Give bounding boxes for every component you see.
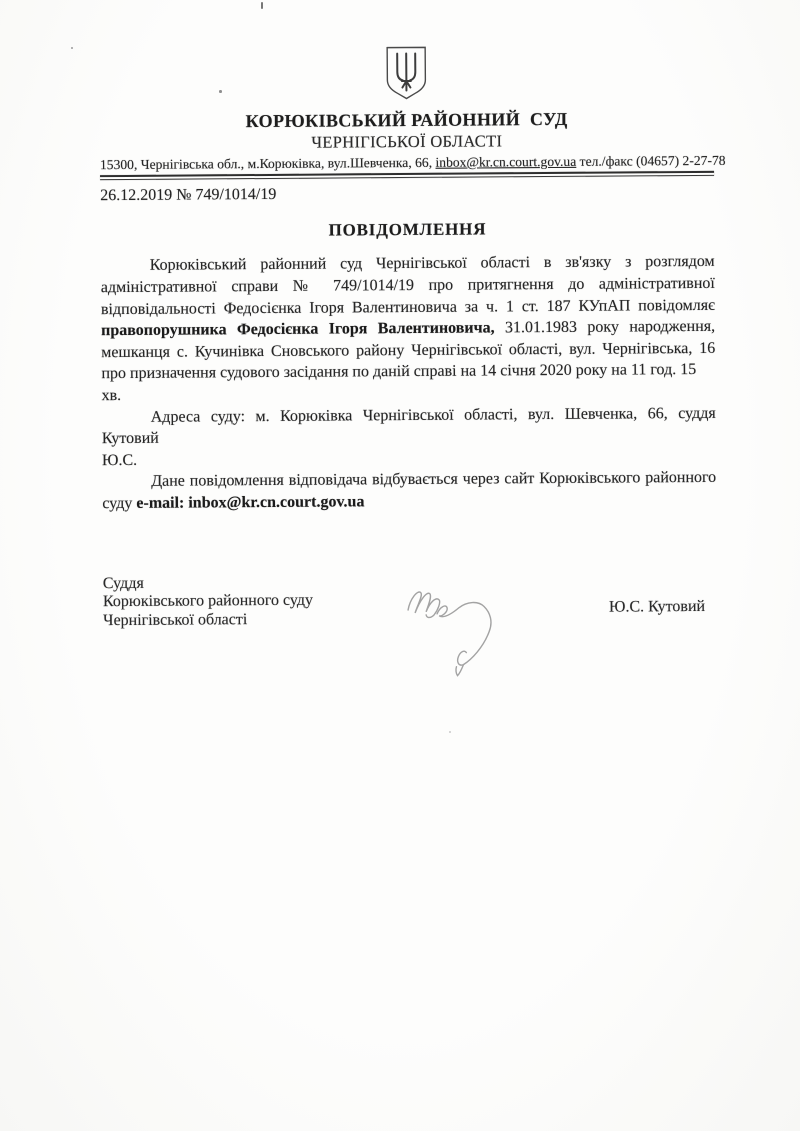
court-region: ЧЕРНІГІСЬКОЇ ОБЛАСТІ — [311, 131, 503, 152]
body-text: Дане повідомлення відповідача відбувається через сайт Корюківського районного — [151, 469, 717, 491]
document-title: ПОВІДОМЛЕННЯ — [328, 219, 487, 240]
paragraphs — [101, 251, 717, 514]
ukraine-trident-emblem-icon — [383, 45, 429, 101]
body-text: адміністративної справи № 749/1014/19 про притягнення до адміністративної — [100, 274, 715, 297]
scan-speck — [71, 47, 73, 49]
address-text: 15300, Чернігівська обл., м.Корюківка, вул.Шевченка, 66, — [99, 154, 436, 173]
court-address-line — [99, 152, 726, 173]
document-line — [102, 489, 716, 515]
body-text: 31.01.1983 року народження, — [494, 318, 716, 337]
emphasized-text: правопорушника Федосієнка Ігоря Валентиновича, — [101, 319, 495, 340]
signer-position-line: Чернігівської області — [103, 611, 248, 630]
signer-position-line: Корюківського районного суду — [102, 591, 314, 611]
body-text: відповідальності Федосієнка Ігоря Валентиновича за ч. 1 ст. 187 КУпАП повідомляє — [100, 296, 716, 318]
signer-name: Ю.С. Кутовий — [608, 597, 706, 616]
signer-position-line: Суддя — [102, 574, 144, 592]
signer-position — [103, 573, 313, 631]
signature-block — [103, 570, 717, 631]
document-line — [102, 402, 716, 449]
body-text: Ю.С. — [101, 451, 138, 469]
scan-speck — [449, 731, 451, 733]
date-and-case-number: 26.12.2019 № 749/1014/19 — [100, 186, 277, 205]
body-text: суду — [102, 494, 137, 513]
handwritten-signature — [399, 560, 506, 679]
phone-fax-text: тел./факс (04657) 2-27-78 — [576, 152, 726, 169]
body-text: про призначення судового засідання по даній справі на 14 січня 2020 року на 11 год. 15 хв. — [101, 361, 697, 405]
body-text: Адреса суду: м. Корюківка Чернігівської області, вул. Шевченка, 66, суддя Кутовий — [101, 404, 716, 448]
emphasized-text: e-mail: inbox@kr.cn.court.gov.ua — [136, 493, 365, 512]
court-email: inbox@kr.cn.court.gov.ua — [435, 153, 577, 170]
body-text: мешканця с. Кучинівка Сновського району Чернігівської області, вул. Чернігівська, 16 — [101, 339, 716, 361]
document-line — [102, 467, 716, 493]
document-line — [101, 359, 715, 406]
court-name: КОРЮКІВСЬКИЙ РАЙОННИЙ СУД — [245, 108, 568, 132]
body-text: Корюківський районний суд Чернігівської області в зв'язку з розглядом — [149, 253, 715, 275]
